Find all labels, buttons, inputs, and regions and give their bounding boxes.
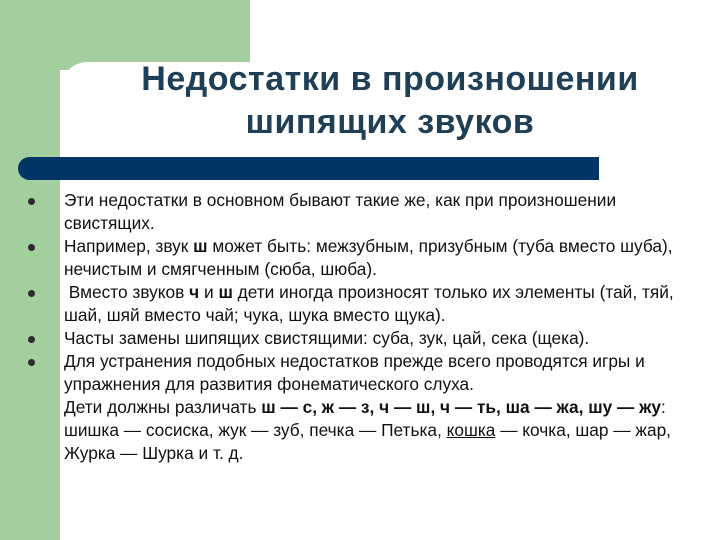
bullet-item-3 xyxy=(22,281,702,327)
bullet-dot-icon xyxy=(28,336,35,343)
bullet-item-4 xyxy=(22,327,702,350)
slide-title xyxy=(60,58,720,144)
bullet-text-part: Вместо звуков xyxy=(64,282,190,302)
bullet-item-5 xyxy=(22,350,702,396)
bullet-bold-sound: ш xyxy=(218,282,233,302)
slide-title-line-1: Недостатки в произношении xyxy=(141,60,639,98)
continuation-paragraph xyxy=(22,396,702,465)
bullet-text-part: дети иногда произносят только их элементы (тай, тяй, шай, шяй вместо чай; чука, шука вместо щука). xyxy=(64,282,674,325)
bullet-text-part: Например, звук xyxy=(64,236,194,256)
bullet-dot-icon xyxy=(28,244,35,251)
bullet-text-part: и xyxy=(199,282,219,302)
bullet-item-2 xyxy=(22,235,702,281)
bullet-dot-icon xyxy=(28,359,35,366)
bullet-bold-sound: ч xyxy=(189,282,200,302)
bullet-list xyxy=(22,189,702,465)
continuation-underlined-word: кошка xyxy=(446,420,496,440)
bullet-dot-icon xyxy=(28,198,35,205)
bullet-text: Эти недостатки в основном бывают такие же, как при произношении свистящих. xyxy=(64,190,617,233)
bullet-text-part: может быть: межзубным, призубным (туба вместо шуба), нечистым и смягченным (сюба, шюба). xyxy=(64,236,673,279)
bullet-text: Для устранения подобных недостатков прежде всего проводятся игры и упражнения для развития фонематического слуха. xyxy=(64,351,645,394)
continuation-text-part: Дети должны различать xyxy=(64,397,262,417)
title-divider-bar xyxy=(18,157,599,180)
bullet-item-1 xyxy=(22,189,702,235)
continuation-text-part: : шишка — сосиска, жук — зуб, печка — Петька, xyxy=(64,397,666,440)
continuation-bold-pairs: ш — с, ж — з, ч — ш, ч — ть, ша — жа, шу — жу xyxy=(261,397,661,417)
bullet-text: Часты замены шипящих свистящими: суба, зук, цай, сека (щека). xyxy=(64,328,590,348)
slide-title-line-2: шипящих звуков xyxy=(245,103,535,141)
bullet-bold-sound: ш xyxy=(193,236,208,256)
bullet-dot-icon xyxy=(28,290,35,297)
continuation-text-part: — кочка, шар — жар, Журка — Шурка и т. д. xyxy=(64,420,671,463)
